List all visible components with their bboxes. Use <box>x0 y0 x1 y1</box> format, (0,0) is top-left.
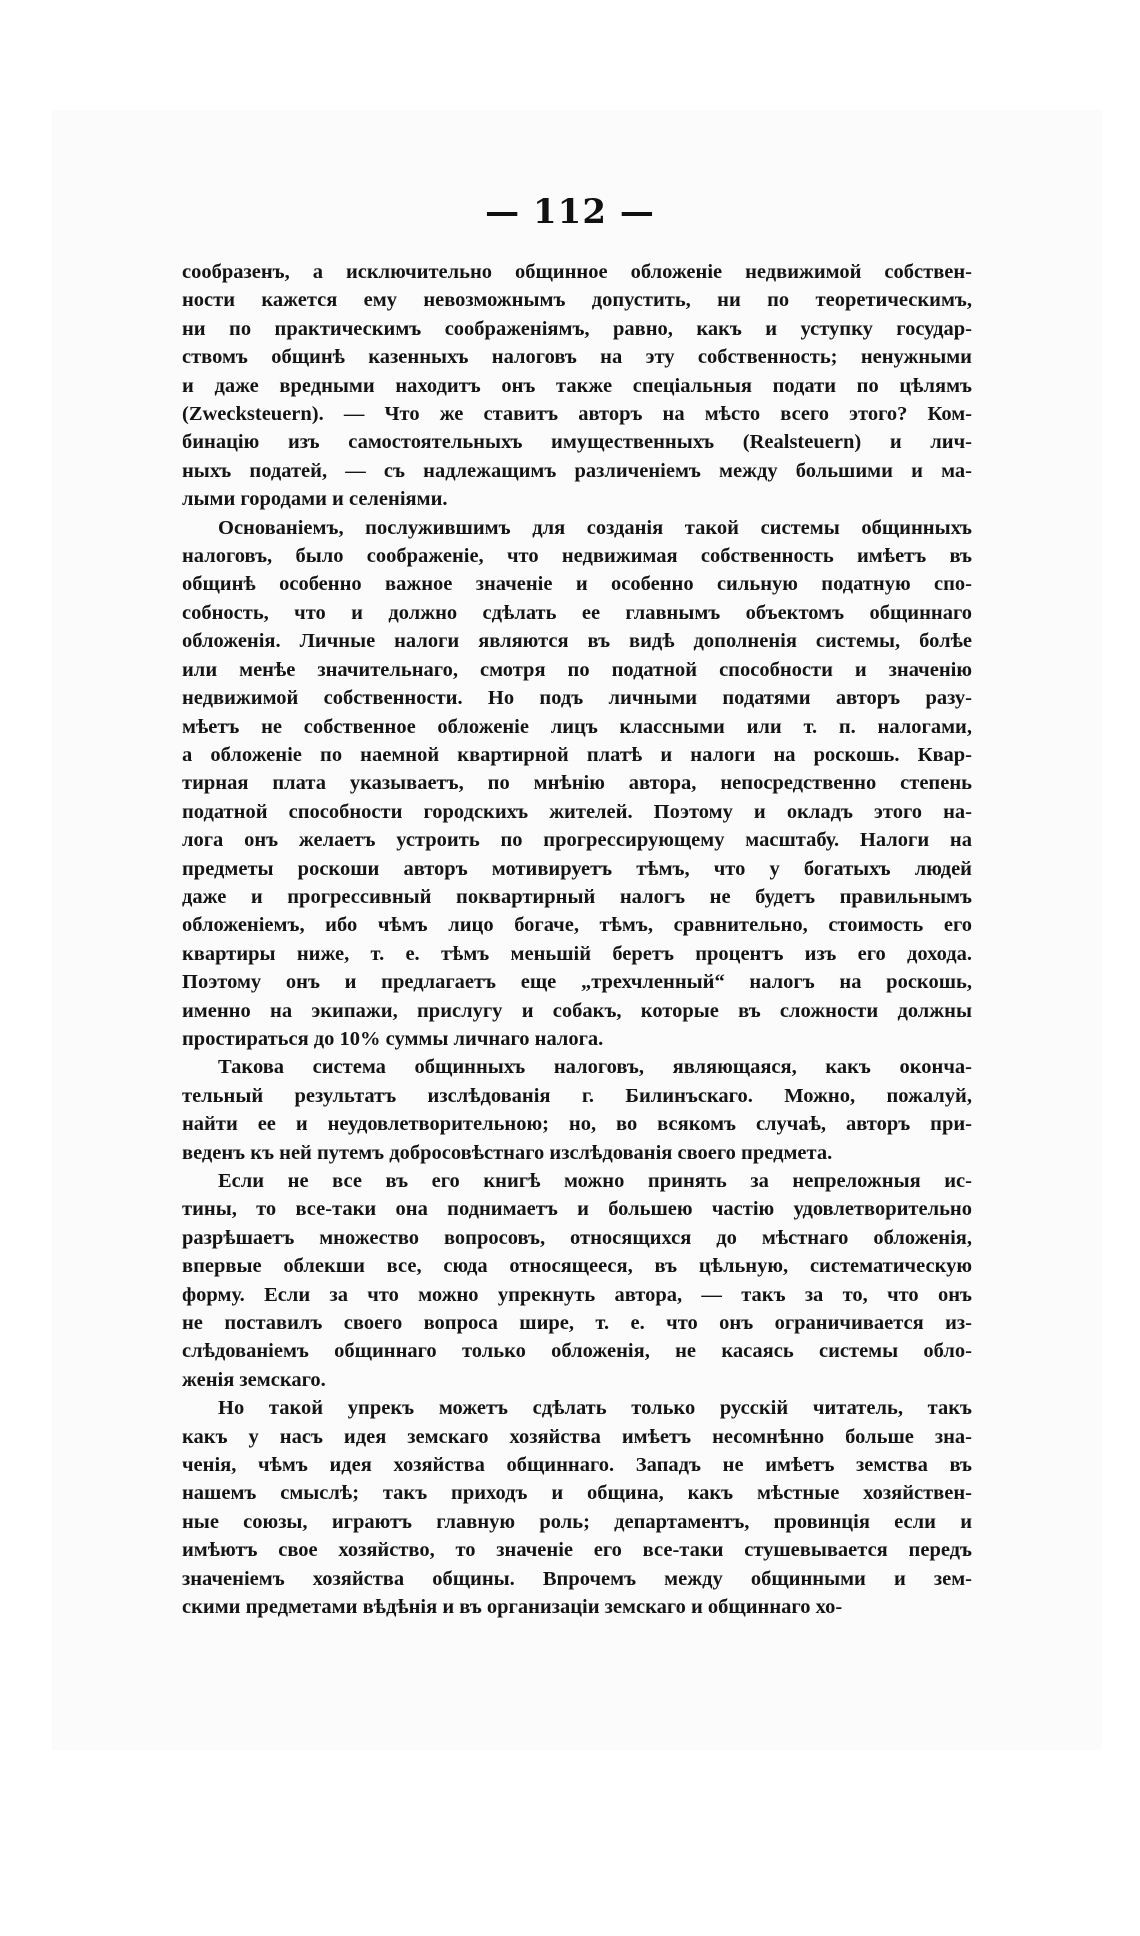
text-line: обложеніемъ, ибо чѣмъ лицо богаче, тѣмъ, сравнительно, стоимость его <box>182 914 972 937</box>
text-line: именно на экипажи, прислугу и собакъ, которые въ сложности должны <box>182 999 972 1022</box>
text-line: и даже вредными находитъ онъ также спеціальныя подати по цѣлямъ <box>182 374 972 397</box>
text-line: нашемъ смыслѣ; такъ приходъ и община, какъ мѣстные хозяйствен- <box>182 1482 972 1505</box>
text-line: тельный результатъ изслѣдованія г. Билинъскаго. Можно, пожалуй, <box>182 1084 972 1107</box>
text-line: податной способности городскихъ жителей. Поэтому и окладъ этого на- <box>182 800 972 823</box>
text-line: Если не все въ его книгѣ можно принять за непреложныя ис- <box>218 1170 972 1192</box>
text-line: впервые облекши все, сюда относящееся, въ цѣльную, систематическую <box>182 1255 972 1278</box>
text-line: лыми городами и селеніями. <box>182 488 448 511</box>
text-line: ченія, чѣмъ идея хозяйства общиннаго. Западъ не имѣетъ земства въ <box>182 1454 972 1477</box>
paragraph-5 <box>182 1394 972 1621</box>
text-line: простираться до 10% суммы личнаго налога. <box>182 1027 604 1050</box>
text-line: ныхъ податей, — съ надлежащимъ различеніемъ между большими и ма- <box>182 459 972 482</box>
text-line: или менѣе значительнаго, смотря по податной способности и значенію <box>182 658 972 681</box>
body-text <box>182 258 972 1622</box>
text-line: скими предметами вѣдѣнія и въ организаціи земскаго и общиннаго хо- <box>182 1596 843 1619</box>
text-line: ни по практическимъ соображеніямъ, равно, какъ и уступку государ- <box>182 317 972 340</box>
text-line: имѣютъ свое хозяйство, то значеніе его все-таки стушевывается передъ <box>182 1539 972 1562</box>
text-line: (Zwecksteuern). — Что же ставитъ авторъ на мѣсто всего этого? Ком- <box>182 403 972 426</box>
text-line: веденъ къ ней путемъ добросовѣстнаго изслѣдованія своего предмета. <box>182 1141 833 1164</box>
text-line: квартиры ниже, т. е. тѣмъ меньшій беретъ процентъ изъ его дохода. <box>182 942 972 965</box>
text-line: ности кажется ему невозможнымъ допустить, ни по теоретическимъ, <box>182 289 972 312</box>
text-line: бинацію изъ самостоятельныхъ имущественныхъ (Realsteuern) и лич- <box>182 431 972 454</box>
text-line: ные союзы, играютъ главную роль; департаментъ, провинція если и <box>182 1510 972 1533</box>
text-line: а обложеніе по наемной квартирной платѣ и налоги на роскошь. Квар- <box>182 743 972 766</box>
text-line: даже и прогрессивный поквартирный налогъ не будетъ правильнымъ <box>182 885 972 908</box>
text-line: форму. Если за что можно упрекнуть автора, — такъ за то, что онъ <box>182 1283 972 1306</box>
text-line: какъ у насъ идея земскаго хозяйства имѣетъ несомнѣнно больше зна- <box>182 1425 972 1448</box>
paragraph-2 <box>182 514 972 1054</box>
page-number: — 112 — <box>485 192 655 232</box>
text-line: предметы роскоши авторъ мотивируетъ тѣмъ, что у богатыхъ людей <box>182 857 972 880</box>
text-line: женія земскаго. <box>182 1368 326 1391</box>
text-line: Поэтому онъ и предлагаетъ еще „трехчленный“ налогъ на роскошь, <box>182 971 972 994</box>
text-line: тины, то все-таки она поднимаетъ и большею частію удовлетворительно <box>182 1198 972 1221</box>
text-line: тирная плата указываетъ, по мнѣнію автора, непосредственно степень <box>182 772 972 795</box>
text-line: недвижимой собственности. Но подъ личными податями авторъ разу- <box>182 687 972 710</box>
text-line: Такова система общинныхъ налоговъ, являющаяся, какъ оконча- <box>218 1056 972 1079</box>
text-line: лога онъ желаетъ устроить по прогрессирующему масштабу. Налоги на <box>182 829 972 852</box>
paragraph-4 <box>182 1167 972 1394</box>
text-line: слѣдованіемъ общиннаго только обложенія, не касаясь системы обло- <box>182 1340 972 1363</box>
text-line: не поставилъ своего вопроса шире, т. е. что онъ ограничивается из- <box>182 1312 972 1335</box>
text-line: собность, что и должно сдѣлать ее главнымъ объектомъ общиннаго <box>182 601 972 624</box>
text-line: ствомъ общинѣ казенныхъ налоговъ на эту собственность; ненужными <box>182 346 972 369</box>
paragraph-1 <box>182 258 972 514</box>
text-line: обложенія. Личные налоги являются въ видѣ дополненія системы, болѣе <box>182 630 972 653</box>
text-line: значеніемъ хозяйства общины. Впрочемъ между общинными и зем- <box>182 1567 972 1590</box>
text-line: налоговъ, было соображеніе, что недвижимая собственность имѣетъ въ <box>182 545 972 568</box>
text-line: сообразенъ, а исключительно общинное обложеніе недвижимой собствен- <box>182 261 972 283</box>
text-line: мѣетъ не собственное обложеніе лицъ классными или т. п. налогами, <box>182 715 972 738</box>
paragraph-3 <box>182 1053 972 1167</box>
text-line: Но такой упрекъ можетъ сдѣлать только русскій читатель, такъ <box>218 1397 972 1420</box>
text-line: Основаніемъ, послужившимъ для созданія такой системы общинныхъ <box>218 516 972 539</box>
text-line: общинѣ особенно важное значеніе и особенно сильную податную спо- <box>182 573 972 596</box>
text-line: разрѣшаетъ множество вопросовъ, относящихся до мѣстнаго обложенія, <box>182 1226 972 1249</box>
text-line: найти ее и неудовлетворительною; но, во всякомъ случаѣ, авторъ при- <box>182 1113 972 1136</box>
